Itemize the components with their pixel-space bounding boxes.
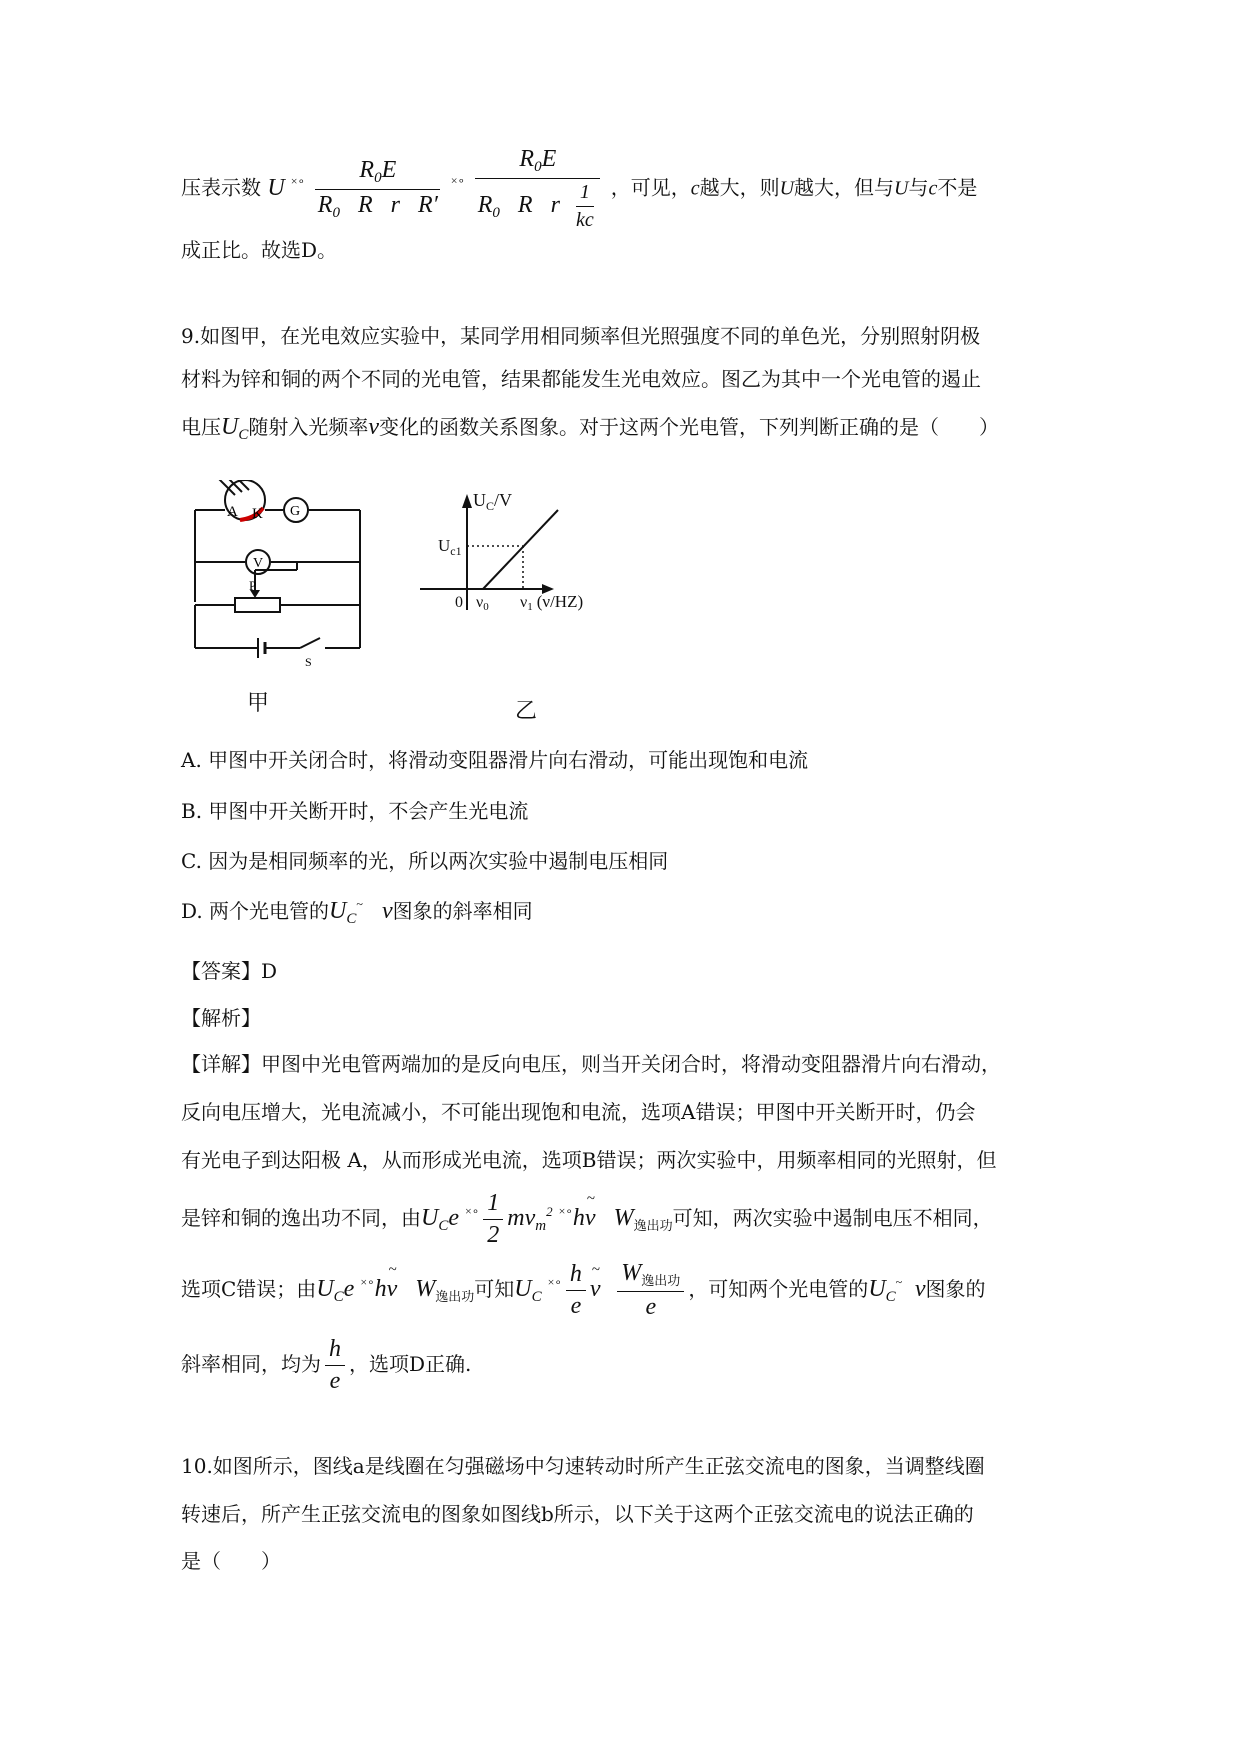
svg-text:Uc1: $U_{c1}$ [438,536,462,558]
label-s: S [305,655,312,669]
p8-line2: 成正比。故选D。 [181,238,338,262]
p8-suffix-3: 越大，但与 [794,175,895,200]
svg-text:ν0: ν0 [476,594,489,613]
q9-option-b: B. 甲图中开关断开时，不会产生光电流 [181,799,529,823]
answer: 【答案】D [181,959,278,983]
origin-label: 0 [455,594,463,611]
q10-line1: 10.如图所示，图线a是线圈在匀强磁场中匀速转动时所产生正弦交流电的图象，当调整线圈 [181,1454,985,1478]
var-c: c [690,177,700,200]
circuit-diagram [185,480,385,680]
q9-option-a: A. 甲图中开关闭合时，将滑动变阻器滑片向右滑动，可能出现饱和电流 [181,748,809,772]
fig-yi-caption: 乙 [515,699,538,724]
q9-option-c: C. 因为是相同频率的光，所以两次实验中遏制电压相同 [181,849,669,873]
label-p: P [249,578,257,593]
label-v: V [253,556,264,571]
analysis-title: 【解析】 [181,1006,261,1030]
label-a: A [227,504,238,520]
q9-option-d: D. 两个光电管的$U_C^\sim$ ν图象的斜率相同 [181,897,533,927]
detail-5: 选项C错误；由$U_Ce$ ×∘h~ ν $W_{逸出功}$可知$U_C$ ×∘ $\frac{h}{e}$ ~ ν $\frac{W_{逸出功}}{e}$ ，可知两个光电管的$U_C^\sim$ ν图象的 [181,1260,986,1321]
formula-u: U ×∘ [267,173,305,201]
detail-4: 是锌和铜的逸出功不同，由$U_Ce$ ×∘ $\frac{1}{2}$ $mv_m^2$ ×∘h~ ν $W_{逸出功}$可知，两次实验中遏制电压不相同， [181,1190,993,1249]
q9-line3: 电压$U_C$随射入光频率ν变化的函数关系图象。对于这两个光电管，下列判断正确的是（ ） [181,414,1000,443]
p8-suffix-4: 与 [908,175,929,200]
fraction-2: $R_0E$ $R_0$ R r $\frac{1}{kc}$ [475,146,600,232]
fraction-1: $\frac{R_0E}{R_0 R r R'}$ [315,157,440,222]
fig-jia-caption: 甲 [247,691,270,716]
p8-suffix-1: ，可见， [610,175,691,200]
svg-text:UC/V: $U_C/V$ [473,490,513,513]
detail-3: 有光电子到达阳极 A，从而形成光电流，选项B错误；两次实验中，用频率相同的光照射，但 [181,1148,997,1172]
detail-2: 反向电压增大，光电流减小，不可能出现饱和电流，选项A错误；甲图中开关断开时，仍会 [181,1100,976,1124]
p8-prefix: 压表示数 [181,175,261,200]
q10-line2: 转速后，所产生正弦交流电的图象如图线b所示，以下关于这两个正弦交流电的说法正确的 [181,1502,974,1526]
svg-text:ν1(ν/HZ): ν1 (ν/HZ) [520,592,584,613]
p8-suffix-5: 不是 [937,175,978,200]
label-g: G [290,504,301,519]
q9-line2: 材料为锌和铜的两个不同的光电管，结果都能发生光电效应。图乙为其中一个光电管的遏止 [181,367,981,391]
label-k: K [252,506,263,522]
detail-1: 【详解】甲图中光电管两端加的是反向电压，则当开关闭合时，将滑动变阻器滑片向右滑动， [181,1052,1001,1076]
p8-line1: 压表示数 U ×∘ $\frac{R_0E}{R_0 R r R'}$ ×∘ $R_0E$ $R_0$ R r $\frac{1}{kc}$ ，可见，c越大，则U越大，但与U与c不是 [181,146,978,231]
detail-6: 斜率相同，均为 $\frac{h}{e}$ ，选项D正确. [181,1336,472,1394]
var-u: U [779,177,795,200]
q9-line1: 9.如图甲，在光电效应实验中，某同学用相同频率但光照强度不同的单色光，分别照射阴极 [181,324,981,348]
q10-line3: 是（ ） [181,1549,281,1573]
p8-suffix-2: 越大，则 [699,175,780,200]
uc-nu-graph [420,480,680,690]
